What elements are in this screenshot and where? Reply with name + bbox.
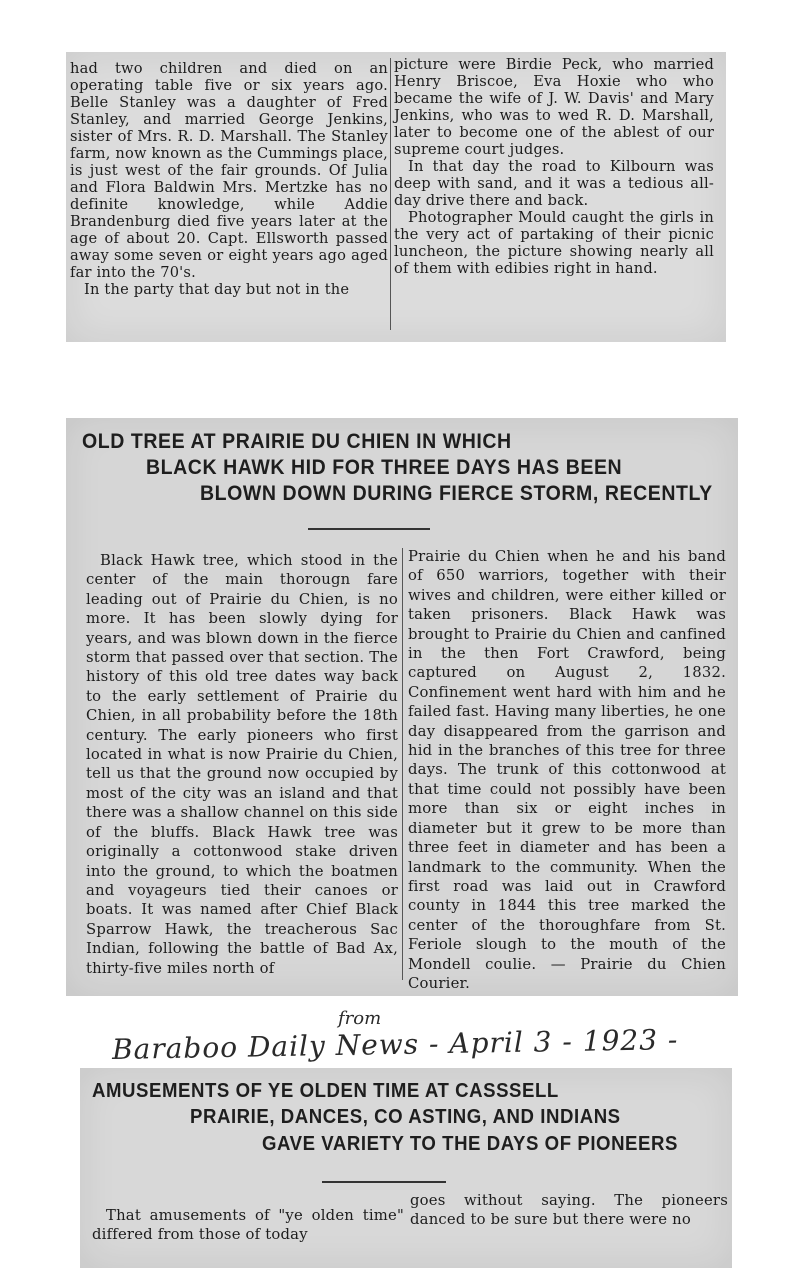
paragraph: picture were Birdie Peck, who married Henry Briscoe, Eva Hoxie who who became the wife of J. W. Davis' and Mary Jenkins, who was to wed R. D. Marshall, later to become one of the ablest of our supreme court judges. — [394, 56, 714, 158]
clipping1-right-column — [394, 56, 714, 277]
handwritten-from: from — [338, 1008, 382, 1029]
paragraph: Photographer Mould caught the girls in the very act of partaking of their picnic luncheon, the picture showing nearly all of them with edibies right in hand. — [394, 209, 714, 277]
headline-rule — [308, 528, 430, 530]
paragraph: goes without saying. The pioneers danced to be sure but there were no — [410, 1192, 728, 1228]
paragraph: Prairie du Chien when he and his band of 650 warriors, together with their wives and children, were either killed or taken prisoners. Black Hawk was brought to Prairie du Chien and canfined in the then Fort Crawford, being captured on August 2, 1832. Confinement went hard with him and he failed fast. Having many liberties, he one day disappeared from the garrison and hid in the branches of this tree for three days. The trunk of this cottonwood at that time could not possibly have been more than six or eight inches in diameter but it grew to be more than three feet in diameter and has been a landmark to the community. When the first road was laid out in Crawford county in 1844 this tree marked the center of the thoroughfare from St. Feriole slough to the mouth of the Mondell coulie. — Prairie du Chien Courier. — [408, 548, 726, 992]
article1-left-column — [86, 551, 398, 978]
paragraph: In the party that day but not in the — [84, 281, 350, 298]
headline-line: GAVE VARIETY TO THE DAYS OF PIONEERS — [262, 1133, 678, 1155]
column-divider — [402, 548, 403, 980]
paragraph: had two children and died on an operating table five or six years ago. Belle Stanley was a daughter of Fred Stanley, and married George Jenkins, sister of Mrs. R. D. Marshall. The Stanley farm, now known as the Cummings place, is just west of the fair grounds. Of Julia and Flora Baldwin Mrs. Mertzke has no definite knowledge, while Addie Brandenburg died five years later at the age of about 20. Capt. Ellsworth passed away some seven or eight years ago aged far into the 70's. — [70, 60, 388, 281]
paragraph: In that day the road to Kilbourn was deep with sand, and it was a tedious all-day drive there and back. — [394, 158, 714, 209]
headline-rule — [322, 1181, 446, 1183]
headline-line: BLACK HAWK HID FOR THREE DAYS HAS BEEN — [146, 456, 623, 479]
headline-line: OLD TREE AT PRAIRIE DU CHIEN IN WHICH — [82, 430, 512, 453]
article1-right-column — [408, 547, 726, 993]
article2-left-column — [92, 1206, 404, 1244]
paragraph: That amusements of "ye olden time" differed from those of today — [92, 1207, 404, 1243]
headline-line: BLOWN DOWN DURING FIERCE STORM, RECENTLY — [200, 482, 713, 505]
headline-line: PRAIRIE, DANCES, CO ASTING, AND INDIANS — [190, 1106, 621, 1128]
paragraph: Black Hawk tree, which stood in the center of the main thorougn fare leading out of Prairie du Chien, is no more. It has been slowly dying for years, and was blown down in the fierce storm that passed over that section. The history of this old tree dates way back to the early settlement of Prairie du Chien, in all probability before the 18th century. The early pioneers who first located in what is now Prairie du Chien, tell us that the ground now occupied by most of the city was an island and that there was a shallow channel on this side of the bluffs. Black Hawk tree was originally a cottonwood stake driven into the ground, to which the boatmen and voyageurs tied their canoes or boats. It was named after Chief Black Sparrow Hawk, the treacherous Sac Indian, following the battle of Bad Ax, thirty-five miles north of — [86, 552, 398, 977]
handwritten-source-note: Baraboo Daily News - April 3 - 1923 - — [111, 1023, 679, 1066]
column-divider — [390, 58, 391, 330]
headline-line: AMUSEMENTS OF YE OLDEN TIME AT CASSSELL — [92, 1080, 559, 1102]
clipping1-left-column — [70, 60, 388, 298]
article2-right-column — [410, 1191, 728, 1229]
